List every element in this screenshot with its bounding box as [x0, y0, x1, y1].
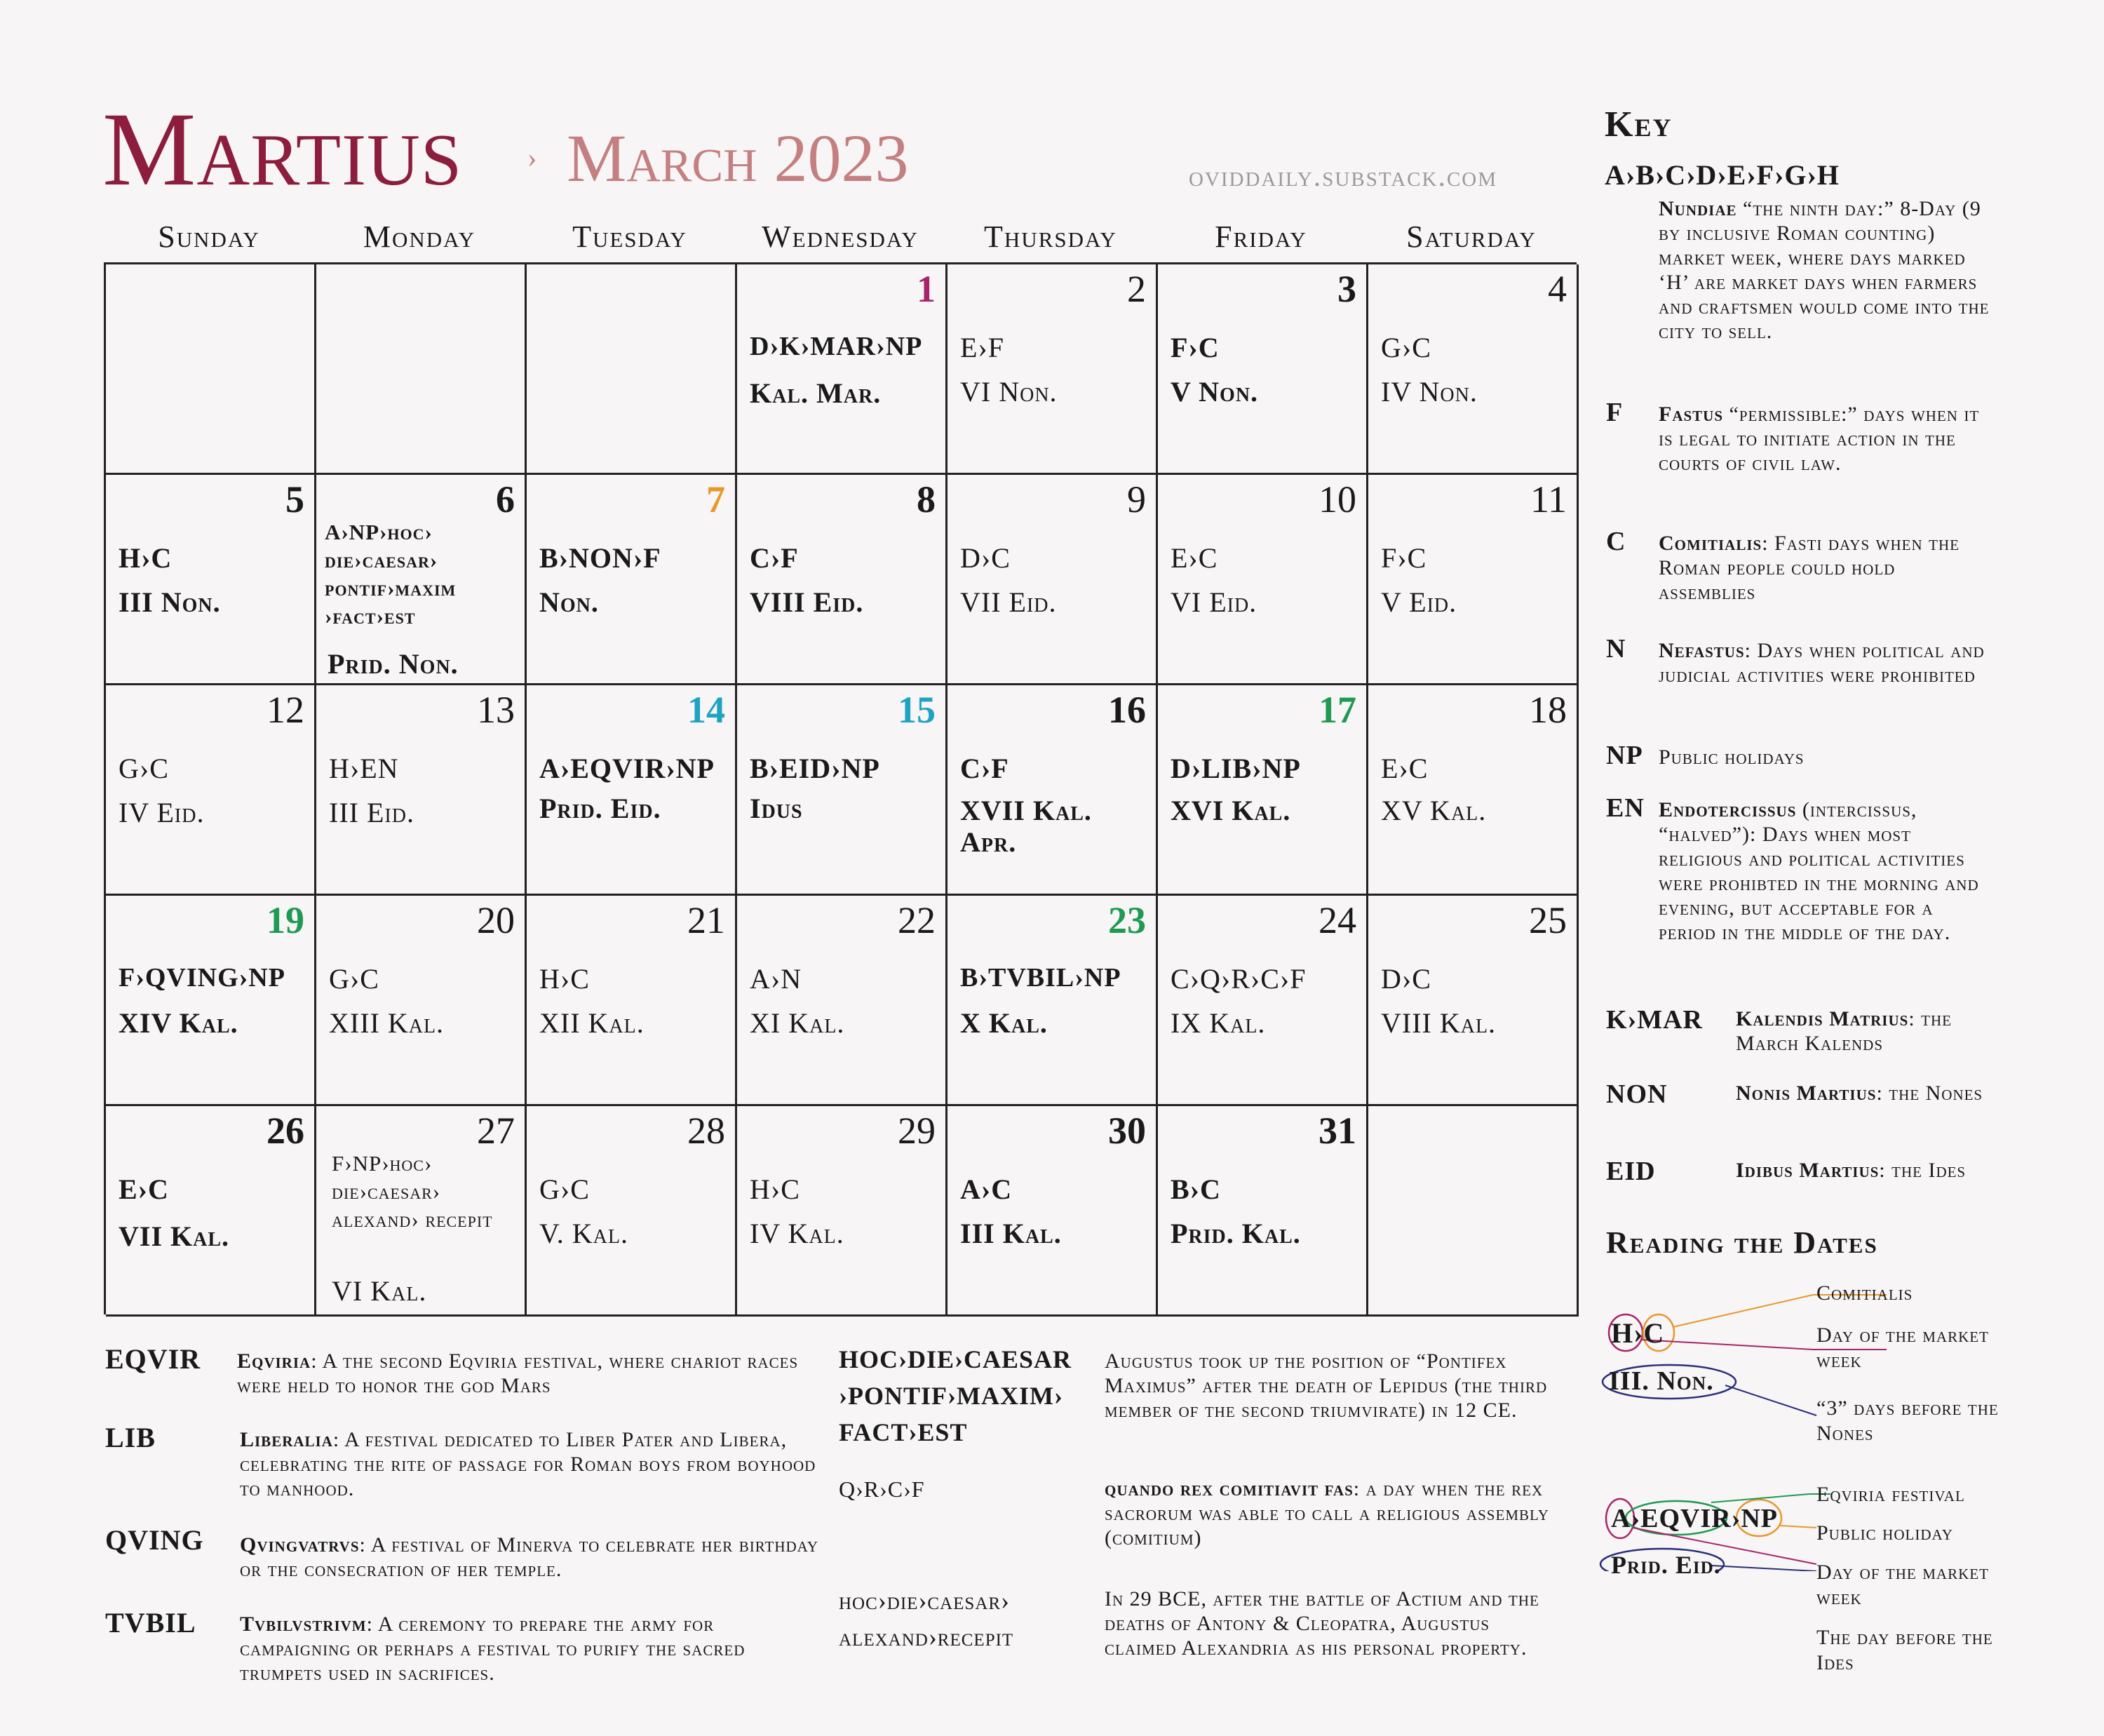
day-code: C›F — [750, 542, 799, 574]
day-cell-10[interactable] — [1158, 475, 1368, 685]
diagram2-label-holiday: Public holiday — [1816, 1521, 1953, 1545]
day-cell-26[interactable] — [106, 1106, 316, 1317]
diagram1-label-comitialis: Comitialis — [1816, 1281, 1913, 1305]
day-cell-6[interactable] — [316, 475, 527, 685]
key-symbol-en: EN — [1606, 793, 1645, 823]
weekday-header — [104, 219, 1577, 255]
day-number: 2 — [1127, 268, 1146, 310]
roman-date: XI Kal. — [750, 1007, 845, 1039]
glossary-term-eqvir: EQVIR — [105, 1343, 201, 1375]
diagram2-label-market: Day of the market week — [1816, 1561, 1989, 1609]
day-cell-28[interactable] — [527, 1106, 737, 1317]
key-endotercissus: Endotercissus (intercissus, “halved”): Days when most religious and political activities were prohibted in the morning and evening, but acceptable for a period in the middle of the day. — [1659, 798, 1979, 944]
glossary-term-lib: LIB — [105, 1422, 156, 1453]
glossary-def-alexand: In 29 BCE, after the battle of Actium and the deaths of Antony & Cleopatra, Augustus claimed Alexandria as his personal property. — [1105, 1587, 1539, 1660]
day-number: 24 — [1319, 899, 1356, 941]
roman-date: XVI Kal. — [1171, 795, 1291, 826]
day-cell-22[interactable] — [737, 896, 948, 1106]
roman-date: V Eid. — [1381, 586, 1457, 618]
day-number: 17 — [1319, 689, 1356, 731]
roman-date: X Kal. — [960, 1007, 1048, 1039]
roman-date: Idus — [750, 793, 803, 824]
day-cell-3[interactable] — [1158, 264, 1368, 475]
day-code: A›N — [750, 963, 802, 995]
day-number: 29 — [898, 1110, 936, 1152]
page-subtitle: March 2023 — [567, 121, 909, 196]
day-cell-23[interactable] — [948, 896, 1158, 1106]
day-number: 10 — [1319, 478, 1356, 520]
day-cell-27[interactable] — [316, 1106, 527, 1317]
roman-date: IV Kal. — [750, 1218, 844, 1249]
day-code: B›C — [1171, 1173, 1221, 1205]
pointer-line — [1673, 1295, 1813, 1327]
day-number: 27 — [477, 1110, 515, 1152]
weekday-friday: Friday — [1215, 220, 1307, 254]
day-number: 1 — [917, 268, 936, 310]
diagram2-code: A›EQVIR›NP — [1611, 1504, 1778, 1533]
key-symbol-f: F — [1606, 398, 1624, 427]
key-letters: A›B›C›D›E›F›G›H — [1605, 159, 1840, 191]
day-cell-18[interactable] — [1368, 685, 1579, 896]
roman-date: XV Kal. — [1381, 795, 1487, 826]
day-number: 13 — [477, 689, 515, 731]
day-number: 8 — [917, 478, 936, 520]
day-code: F›C — [1171, 332, 1220, 363]
roman-date: IV Non. — [1381, 376, 1478, 408]
key-idibus: Idibus Martius: the Ides — [1736, 1159, 1967, 1182]
day-cell-19[interactable] — [106, 896, 316, 1106]
day-cell-21[interactable] — [527, 896, 737, 1106]
roman-date: Prid. Kal. — [1171, 1218, 1301, 1249]
day-cell-7[interactable] — [527, 475, 737, 685]
day-cell-24[interactable] — [1158, 896, 1368, 1106]
glossary-def-eqvir: Eqviria: A the second Eqviria festival, where chariot races were held to honor the god Mars — [237, 1350, 799, 1397]
page-title: Martius — [102, 91, 463, 208]
day-code: F›QVING›NP — [119, 963, 285, 993]
day-code: E›C — [1381, 753, 1429, 784]
day-cell-5[interactable] — [106, 475, 316, 685]
key-symbol-c: C — [1606, 527, 1626, 556]
day-number: 18 — [1529, 689, 1567, 731]
day-number: 16 — [1108, 689, 1146, 731]
glossary-term-pontif: HOC›DIE›CAESAR ›PONTIF›MAXIM› FACT›EST — [839, 1345, 1072, 1446]
day-cell-9[interactable] — [948, 475, 1158, 685]
day-cell-17[interactable] — [1158, 685, 1368, 896]
day-code: E›F — [960, 332, 1004, 363]
roman-date: III Kal. — [960, 1218, 1062, 1249]
reading-dates-heading: Reading the Dates — [1606, 1225, 1878, 1260]
roman-date: IV Eid. — [119, 797, 205, 828]
weekday-saturday: Saturday — [1406, 220, 1537, 254]
roman-date: Prid. Non. — [328, 648, 459, 680]
day-code: F›C — [1381, 542, 1427, 574]
day-cell-14[interactable] — [527, 685, 737, 896]
glossary-def-qrcf: quando rex comitiavit fas: a day when the rex sacrorum was able to call a religious assembly (comitium) — [1105, 1477, 1549, 1549]
day-code: A›NP›hoc› die›caesar› pontif›maxim ›fact›est — [325, 520, 457, 628]
glossary-def-qving: Qvingvatrvs: A festival of Minerva to celebrate her birthday or the consecration of her temple. — [240, 1533, 819, 1581]
day-cell-2[interactable] — [948, 264, 1158, 475]
pointer-line — [1780, 1526, 1816, 1528]
day-number: 19 — [267, 899, 304, 941]
key-kalendis: Kalendis Matrius: the March Kalends — [1736, 1007, 1952, 1055]
roman-date: Kal. Mar. — [750, 377, 882, 409]
day-cell-4[interactable] — [1368, 264, 1579, 475]
day-number: 25 — [1529, 899, 1567, 941]
day-number: 6 — [496, 478, 515, 520]
roman-date: XII Kal. — [539, 1007, 645, 1039]
key-symbol-kmar: K›MAR — [1606, 1005, 1703, 1035]
day-code: H›EN — [329, 753, 399, 784]
day-number: 15 — [898, 689, 936, 731]
day-number: 12 — [267, 689, 304, 731]
roman-date: Prid. Eid. — [539, 793, 661, 824]
diagram2-label-ides: The day before the Ides — [1816, 1626, 1993, 1674]
day-code: D›LIB›NP — [1171, 753, 1301, 784]
day-number: 31 — [1319, 1110, 1356, 1152]
day-code: H›C — [750, 1173, 800, 1205]
weekday-thursday: Thursday — [984, 220, 1117, 254]
title-separator: › — [527, 142, 537, 173]
roman-date: IX Kal. — [1171, 1007, 1266, 1039]
roman-date: V Non. — [1171, 376, 1259, 408]
day-code: G›C — [539, 1173, 590, 1205]
glossary-def-lib: Liberalia: A festival dedicated to Liber Pater and Libera, celebrating the rite of passage for Roman boys from boyhood to manhood. — [240, 1428, 816, 1500]
day-code: E›C — [1171, 542, 1218, 574]
day-code: A›EQVIR›NP — [539, 753, 715, 784]
day-number: 5 — [285, 478, 304, 520]
day-code: F›NP›hoc› die›caesar› alexand› recepit — [332, 1151, 493, 1232]
day-cell-31[interactable] — [1158, 1106, 1368, 1317]
key-symbol-np: NP — [1606, 741, 1643, 770]
day-code: D›C — [960, 542, 1011, 574]
glossary-def-tvbil: Tvbilvstrivm: A ceremony to prepare the army for campaigning or perhaps a festival to purify the sacred trumpets used in sacrifices. — [240, 1613, 746, 1685]
day-number: 21 — [687, 899, 725, 941]
diagram2-date: Prid. Eid. — [1611, 1551, 1721, 1579]
day-code: G›C — [329, 963, 379, 995]
glossary-term-qving: QVING — [105, 1524, 204, 1556]
roman-date: III Non. — [119, 586, 221, 618]
key-public-holidays: Public holidays — [1659, 746, 1805, 769]
key-nefastus: Nefastus: Days when political and judicial activities were prohibited — [1659, 639, 1985, 687]
key-symbol-non: NON — [1606, 1079, 1668, 1109]
roman-date: VIII Kal. — [1381, 1007, 1497, 1039]
day-cell-29[interactable] — [737, 1106, 948, 1317]
day-cell-25[interactable] — [1368, 896, 1579, 1106]
roman-date: VI Non. — [960, 376, 1058, 408]
diagram2-label-festival: Eqviria festival — [1816, 1483, 1965, 1506]
empty-cell — [1368, 1106, 1579, 1317]
day-number: 22 — [898, 899, 936, 941]
key-fastus: Fastus “permissible:” days when it is legal to initiate action in the courts of civil law. — [1659, 403, 1980, 475]
roman-date: III Eid. — [329, 797, 414, 828]
weekday-tuesday: Tuesday — [572, 220, 687, 254]
glossary-term-alexand: hoc›die›caesar› alexand›recepit — [839, 1587, 1014, 1651]
pointer-line — [1711, 1566, 1816, 1571]
weekday-sunday: Sunday — [158, 220, 260, 254]
day-code: D›C — [1381, 963, 1431, 995]
day-code: C›Q›R›C›F — [1171, 963, 1307, 995]
key-symbol-eid: EID — [1606, 1157, 1656, 1186]
diagram1-code: H›C — [1611, 1317, 1665, 1349]
roman-date: XIV Kal. — [119, 1007, 238, 1039]
day-number: 11 — [1530, 478, 1567, 520]
day-code: H›C — [119, 542, 173, 574]
day-number: 7 — [706, 478, 725, 520]
roman-date: VI Eid. — [1171, 586, 1257, 618]
roman-date: Non. — [539, 586, 599, 618]
roman-date: VII Kal. — [119, 1220, 230, 1252]
pointer-line — [1725, 1385, 1816, 1415]
key-comitialis: Comitialis: Fasti days when the Roman people could hold assemblies — [1659, 532, 1960, 604]
glossary-term-tvbil: TVBIL — [105, 1607, 196, 1639]
roman-date-month: Apr. — [960, 826, 1017, 858]
day-number: 30 — [1108, 1110, 1146, 1152]
day-code: D›K›MAR›NP — [750, 332, 923, 361]
day-code: B›NON›F — [539, 542, 661, 574]
diagram1-label-nones: “3” days before the Nones — [1816, 1397, 1999, 1445]
key-symbol-n: N — [1606, 634, 1626, 664]
day-number: 28 — [687, 1110, 725, 1152]
empty-cell — [527, 264, 737, 475]
day-cell-13[interactable] — [316, 685, 527, 896]
day-code: G›C — [1381, 332, 1431, 363]
day-number: 26 — [267, 1110, 304, 1152]
weekday-monday: Monday — [363, 220, 476, 254]
pointer-line — [1711, 1494, 1809, 1502]
day-code: G›C — [119, 753, 169, 784]
day-cell-11[interactable] — [1368, 475, 1579, 685]
weekday-wednesday: Wednesday — [762, 220, 919, 254]
calendar-grid — [104, 262, 1577, 1314]
empty-cell — [106, 264, 316, 475]
day-code: A›C — [960, 1173, 1013, 1205]
roman-date: V. Kal. — [539, 1218, 628, 1249]
key-nundiae: Nundiae “the ninth day:” 8-Day (9 by inclusive Roman counting) market week, where days marked ‘H’ are market days when farmers and craftsmen would come into the city to sell. — [1659, 197, 1990, 343]
roman-date: VI Kal. — [332, 1275, 427, 1307]
day-number: 23 — [1108, 899, 1146, 941]
empty-cell — [316, 264, 527, 475]
day-number: 9 — [1127, 478, 1146, 520]
diagram1-label-market: Day of the market week — [1816, 1324, 1989, 1372]
site-url[interactable]: oviddaily.substack.com — [1189, 161, 1498, 193]
day-cell-15[interactable] — [737, 685, 948, 896]
glossary-term-qrcf: Q›R›C›F — [839, 1476, 925, 1502]
day-cell-8[interactable] — [737, 475, 948, 685]
day-cell-30[interactable] — [948, 1106, 1158, 1317]
day-code: B›EID›NP — [750, 753, 880, 784]
day-number: 4 — [1548, 268, 1567, 310]
diagram1-date: III. Non. — [1609, 1366, 1714, 1396]
day-number: 3 — [1337, 268, 1356, 310]
day-cell-1[interactable] — [737, 264, 948, 475]
day-code: C›F — [960, 753, 1009, 784]
roman-date: VIII Eid. — [750, 586, 864, 618]
day-number: 20 — [477, 899, 515, 941]
day-code: E›C — [119, 1173, 169, 1205]
key-nonis: Nonis Martius: the Nones — [1736, 1082, 1983, 1105]
day-code: B›TVBIL›NP — [960, 963, 1121, 993]
day-cell-20[interactable] — [316, 896, 527, 1106]
day-code: H›C — [539, 963, 590, 995]
roman-date: VII Eid. — [960, 586, 1057, 618]
roman-date: XVII Kal. — [960, 795, 1092, 826]
day-number: 14 — [687, 689, 725, 731]
roman-date: XIII Kal. — [329, 1007, 445, 1039]
glossary-def-pontif: Augustus took up the position of “Pontifex Maximus” after the death of Lepidus (the third member of the second triumvirate) in 12 CE. — [1105, 1350, 1548, 1422]
day-cell-16[interactable] — [948, 685, 1158, 896]
key-heading: Key — [1605, 105, 1673, 144]
day-cell-12[interactable] — [106, 685, 316, 896]
